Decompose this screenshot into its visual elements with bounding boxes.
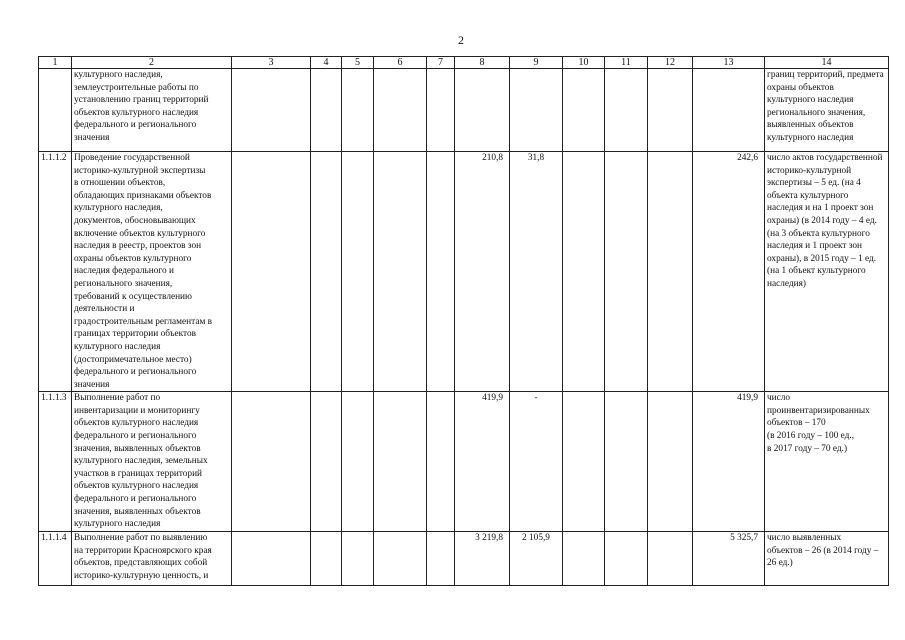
column-header: 6 bbox=[374, 57, 427, 69]
expected-result: число выявленных объектов – 26 (в 2014 году – 26 ед.) bbox=[765, 532, 889, 586]
column-header: 7 bbox=[427, 57, 455, 69]
column-header: 4 bbox=[311, 57, 342, 69]
column-header: 10 bbox=[563, 57, 605, 69]
column-header: 8 bbox=[455, 57, 510, 69]
value-col13: 419,9 bbox=[693, 392, 765, 532]
row-id: 1.1.1.2 bbox=[39, 152, 72, 392]
column-header: 12 bbox=[648, 57, 693, 69]
activity-name: культурного наследия, землеустроительные работы по установлению границ территорий объектов культурного наследия федерального и регионального значения bbox=[72, 69, 232, 152]
column-number-row bbox=[39, 57, 889, 69]
value-col9 bbox=[510, 69, 563, 152]
row-id bbox=[39, 69, 72, 152]
activity-name: Выполнение работ по инвентаризации и мониторингу объектов культурного наследия федерального и регионального значения, выявленных объектов культурного наследия, земельных участков в границах территорий объектов культурного наследия федерального и регионального значения, выявленных объектов культурного наследия bbox=[72, 392, 232, 532]
value-col9: 2 105,9 bbox=[510, 532, 563, 586]
value-col8 bbox=[455, 69, 510, 152]
column-header: 2 bbox=[72, 57, 232, 69]
expected-result: число актов государственной историко-культурной экспертизы – 5 ед. (на 4 объекта культурного наследия и на 1 проект зон охраны) (в 2014 году – 4 ед. (на 3 объекта культурного наследия и 1 проект зон охраны), в 2015 году – 1 ед. (на 1 объект культурного наследия) bbox=[765, 152, 889, 392]
column-header: 5 bbox=[342, 57, 374, 69]
column-header: 13 bbox=[693, 57, 765, 69]
table-row bbox=[39, 152, 889, 392]
value-col8: 419,9 bbox=[455, 392, 510, 532]
activity-name: Выполнение работ по выявлению на территории Красноярского края объектов, представляющих собой историко-культурную ценность, и bbox=[72, 532, 232, 586]
value-col8: 210,8 bbox=[455, 152, 510, 392]
value-col8: 3 219,8 bbox=[455, 532, 510, 586]
value-col13: 5 325,7 bbox=[693, 532, 765, 586]
value-col9: 31,8 bbox=[510, 152, 563, 392]
column-header: 11 bbox=[605, 57, 648, 69]
table-row bbox=[39, 69, 889, 152]
table-row bbox=[39, 532, 889, 586]
program-activities-table bbox=[38, 56, 889, 586]
table-row bbox=[39, 392, 889, 532]
expected-result: границ территорий, предмета охраны объектов культурного наследия регионального значения, выявленных объектов культурного наследия bbox=[765, 69, 889, 152]
column-header: 14 bbox=[765, 57, 889, 69]
value-col13 bbox=[693, 69, 765, 152]
row-id: 1.1.1.3 bbox=[39, 392, 72, 532]
activity-name: Проведение государственной историко-культурной экспертизы в отношении объектов, обладающих признаками объектов культурного наследия, документов, обосновывающих включение объектов культурного наследия в реестр, проектов зон охраны объектов культурного наследия федерального и регионального значения, требований к осуществлению деятельности и градостроительным регламентам в границах территории объектов культурного наследия (достопримечательное место) федерального и регионального значения bbox=[72, 152, 232, 392]
column-header: 9 bbox=[510, 57, 563, 69]
page-number: 2 bbox=[458, 33, 464, 47]
value-col13: 242,6 bbox=[693, 152, 765, 392]
row-id: 1.1.1.4 bbox=[39, 532, 72, 586]
value-col9: - bbox=[510, 392, 563, 532]
column-header: 3 bbox=[232, 57, 311, 69]
column-header: 1 bbox=[39, 57, 72, 69]
expected-result: число проинвентаризированных объектов – 170 (в 2016 году – 100 ед., в 2017 году – 70 ед.) bbox=[765, 392, 889, 532]
